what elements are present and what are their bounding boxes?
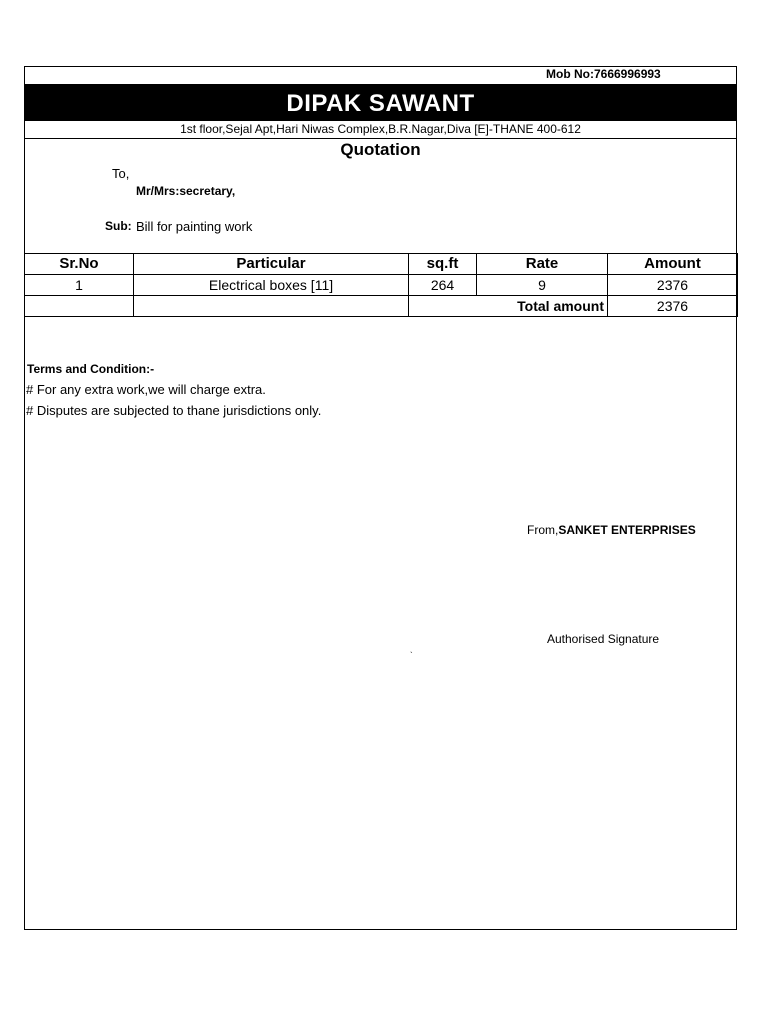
cell-sr-no: 1 [25, 275, 134, 296]
column-header-amount: Amount [608, 254, 738, 275]
column-header-particular: Particular [134, 254, 409, 275]
cell-rate: 9 [477, 275, 608, 296]
cell-amount: 2376 [608, 275, 738, 296]
recipient-name: Mr/Mrs:secretary, [136, 184, 236, 198]
subject-label: Sub: [105, 219, 132, 233]
total-amount-label: Total amount [477, 296, 608, 317]
document-title: Quotation [340, 140, 421, 159]
stray-mark: ` [410, 651, 413, 660]
total-amount-value: 2376 [608, 296, 738, 317]
total-row [25, 296, 738, 317]
to-label: To, [112, 166, 130, 181]
subject-text: Bill for painting work [136, 219, 253, 234]
company-name-banner: DIPAK SAWANT [25, 84, 736, 121]
column-header-rate: Rate [477, 254, 608, 275]
cell-sqft: 264 [409, 275, 477, 296]
table-row [25, 275, 738, 296]
from-line [527, 523, 696, 537]
company-address: 1st floor,Sejal Apt,Hari Niwas Complex,B.R.Nagar,Diva [E]-THANE 400-612 [25, 121, 736, 139]
cell-particular: Electrical boxes [11] [134, 275, 409, 296]
authorised-signature-label: Authorised Signature [547, 632, 660, 646]
cell-empty-particular [134, 296, 409, 317]
column-header-sqft: sq.ft [409, 254, 477, 275]
from-company: SANKET ENTERPRISES [558, 523, 696, 537]
quotation-sheet [24, 66, 737, 930]
cell-empty-sr [25, 296, 134, 317]
quotation-table [24, 253, 738, 317]
terms-title: Terms and Condition:- [27, 362, 155, 376]
cell-empty-sqft [409, 296, 477, 317]
table-header-row [25, 254, 738, 275]
term-item: # Disputes are subjected to thane jurisdictions only. [26, 403, 322, 418]
column-header-sr-no: Sr.No [25, 254, 134, 275]
term-item: # For any extra work,we will charge extra. [26, 382, 266, 397]
mobile-number: Mob No:7666996993 [546, 67, 661, 81]
from-prefix: From, [527, 523, 559, 537]
